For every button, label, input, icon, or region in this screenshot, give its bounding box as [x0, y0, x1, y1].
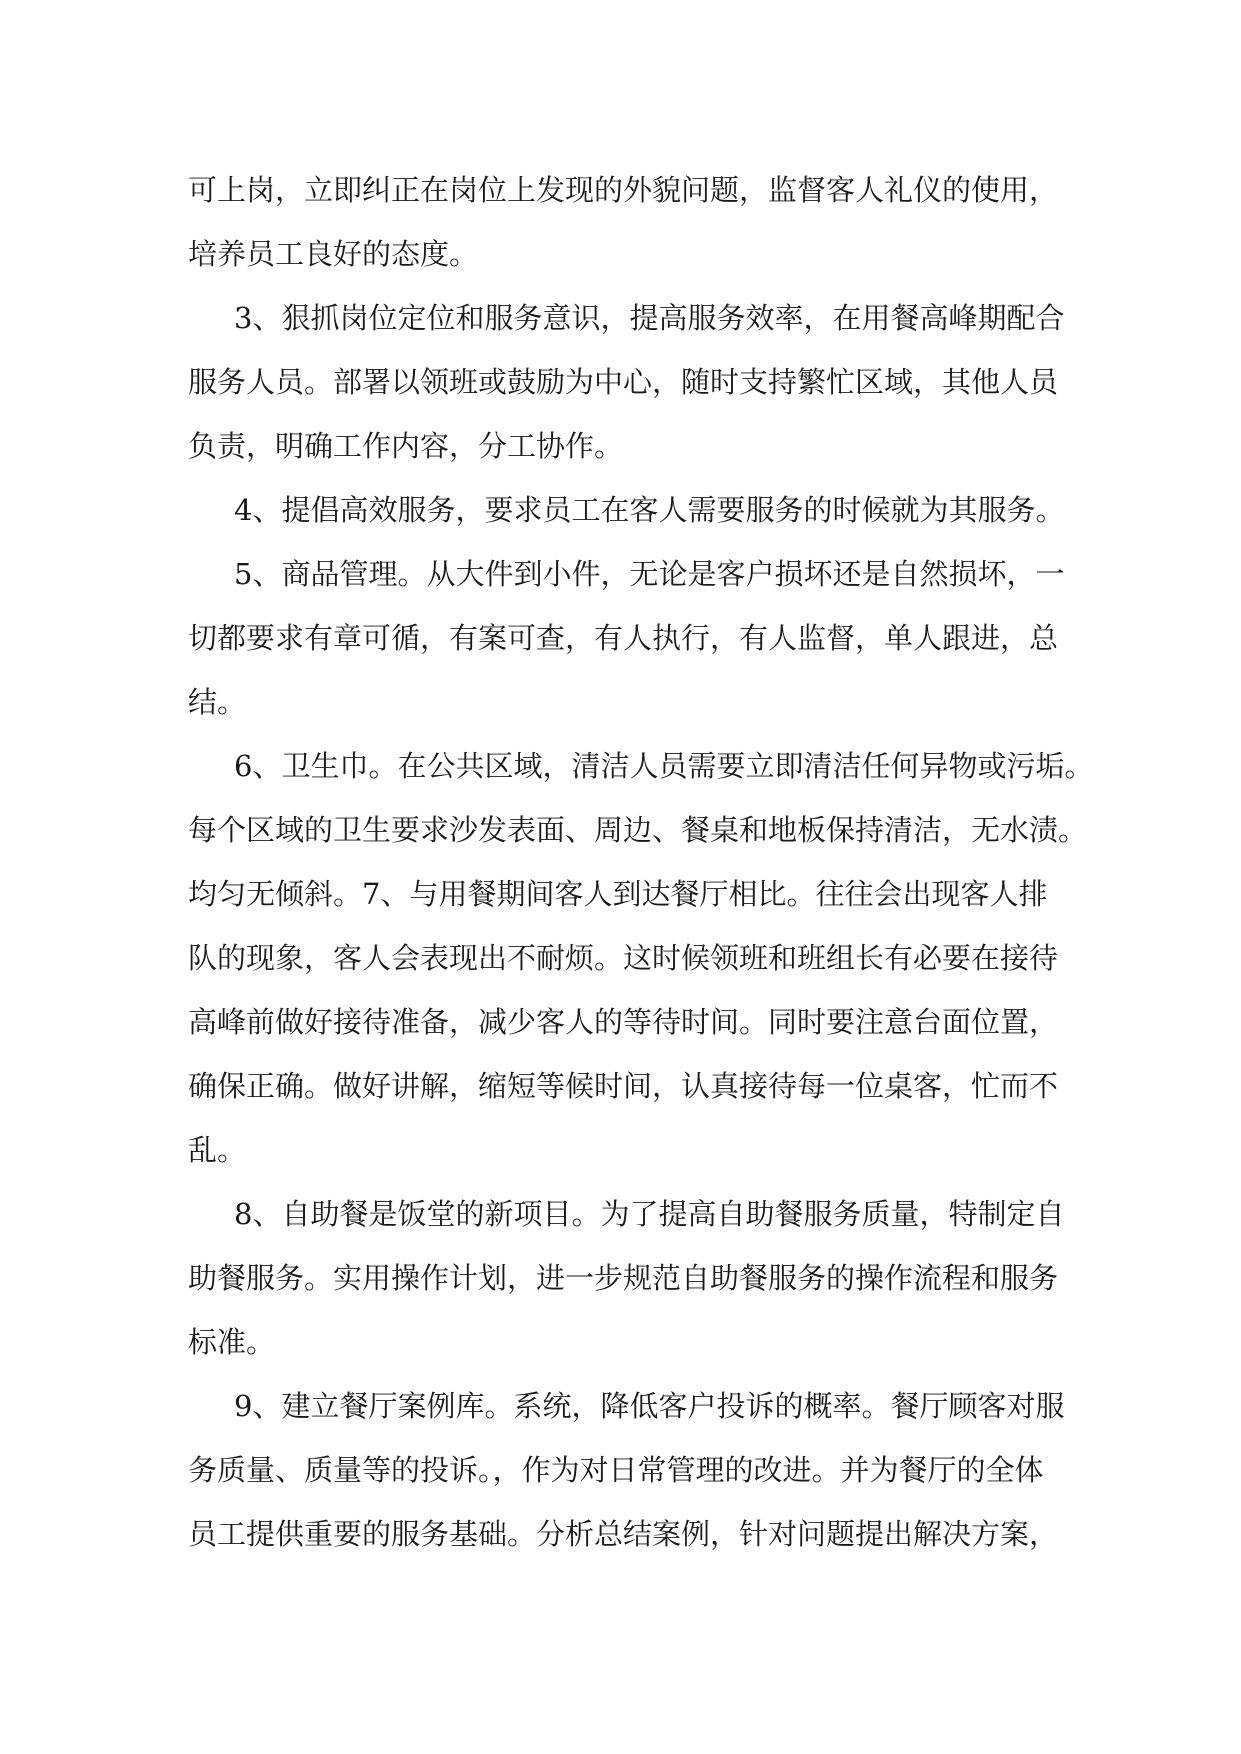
text-line: 均匀无倾斜。7、与用餐期间客人到达餐厅相比。往往会出现客人排	[188, 877, 1048, 911]
text-line: 员工提供重要的服务基础。分析总结案例，针对问题提出解决方案，	[188, 1517, 1059, 1551]
text-line: 助餐服务。实用操作计划，进一步规范自助餐服务的操作流程和服务	[188, 1261, 1059, 1295]
text-line: 结。	[188, 685, 247, 719]
text-line: 培养员工良好的态度。	[188, 237, 479, 271]
text-line: 务质量、质量等的投诉。，作为对日常管理的改进。并为餐厅的全体	[188, 1453, 1044, 1487]
paragraph-6-start: 6、卫生巾。在公共区域，清洁人员需要立即清洁任何异物或污垢。	[234, 749, 1094, 783]
paragraph-9-start: 9、建立餐厅案例库。系统，降低客户投诉的概率。餐厅顾客对服	[234, 1389, 1065, 1423]
paragraph-5-start: 5、商品管理。从大件到小件，无论是客户损坏还是自然损坏，一	[234, 557, 1065, 591]
text-line: 高峰前做好接待准备，减少客人的等待时间。同时要注意台面位置，	[188, 1005, 1059, 1039]
text-line: 确保正确。做好讲解，缩短等候时间，认真接待每一位桌客，忙而不	[188, 1069, 1059, 1103]
text-line: 队的现象，客人会表现出不耐烦。这时候领班和班组长有必要在接待	[188, 941, 1059, 975]
text-line: 每个区域的卫生要求沙发表面、周边、餐桌和地板保持清洁，无水渍。	[188, 813, 1088, 847]
text-line: 负责，明确工作内容，分工协作。	[188, 429, 624, 463]
text-line: 切都要求有章可循，有案可查，有人执行，有人监督，单人跟进，总	[188, 621, 1059, 655]
text-line: 乱。	[188, 1133, 247, 1167]
paragraph-8-start: 8、自助餐是饭堂的新项目。为了提高自助餐服务质量，特制定自	[234, 1197, 1065, 1231]
paragraph-4-start: 4、提倡高效服务，要求员工在客人需要服务的时候就为其服务。	[234, 493, 1065, 527]
text-line: 标准。	[188, 1325, 276, 1359]
text-line: 服务人员。部署以领班或鼓励为中心，随时支持繁忙区域，其他人员	[188, 365, 1059, 399]
document-body	[188, 158, 1094, 1566]
text-line: 可上岗，立即纠正在岗位上发现的外貌问题，监督客人礼仪的使用，	[188, 173, 1059, 207]
paragraph-3-start: 3、狠抓岗位定位和服务意识，提高服务效率，在用餐高峰期配合	[234, 301, 1065, 335]
